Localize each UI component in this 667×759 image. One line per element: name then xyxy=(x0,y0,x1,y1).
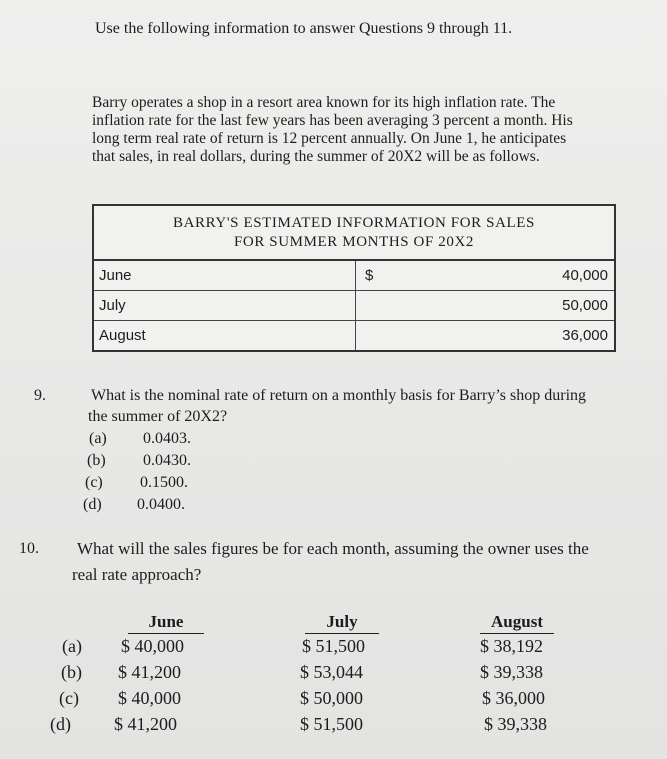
question-9-option-value: 0.0403. xyxy=(143,430,191,447)
question-10-option-letter: (b) xyxy=(61,662,82,682)
question-10-option-letter: (d) xyxy=(50,714,71,734)
question-9-text-line: the summer of 20X2? xyxy=(88,408,228,425)
instructions: Use the following information to answer Questions 9 through 11. xyxy=(95,20,513,37)
answer-cell: $ 41,200 xyxy=(118,662,181,682)
question-9-option-value: 0.0400. xyxy=(137,496,185,513)
answer-cell: $ 39,338 xyxy=(480,662,543,682)
scenario-line: long term real rate of return is 12 percent annually. On June 1, he anticipates xyxy=(92,130,567,147)
answer-cell: $ 40,000 xyxy=(121,636,184,656)
currency-cell xyxy=(356,291,391,320)
question-9-option-value: 0.1500. xyxy=(140,474,188,491)
answer-cell: $ 40,000 xyxy=(118,688,181,708)
question-10-number: 10. xyxy=(19,540,39,557)
question-9-number: 9. xyxy=(34,387,46,404)
question-9-option-letter: (a) xyxy=(89,430,107,447)
currency-cell xyxy=(356,321,391,350)
answer-cell: $ 51,500 xyxy=(300,714,363,734)
column-header-june: June xyxy=(128,612,204,634)
amount-cell: 40,000 xyxy=(562,267,608,284)
question-10-text-line: real rate approach? xyxy=(72,565,202,584)
question-9-option-letter: (c) xyxy=(85,474,103,491)
column-header-august: August xyxy=(480,612,554,634)
scenario-paragraph xyxy=(92,94,612,166)
table-row xyxy=(94,291,614,321)
table-title xyxy=(94,206,614,261)
answer-cell: $ 38,192 xyxy=(480,636,543,656)
scenario-line: Barry operates a shop in a resort area known for its high inflation rate. The xyxy=(92,94,556,111)
table-title-line: FOR SUMMER MONTHS OF 20X2 xyxy=(233,234,475,250)
answer-cell: $ 53,044 xyxy=(300,662,363,682)
estimated-sales-table xyxy=(92,204,616,352)
amount-cell: 36,000 xyxy=(562,327,608,344)
table-row xyxy=(94,261,614,291)
question-10-text-line: What will the sales figures be for each month, assuming the owner uses the xyxy=(77,539,589,558)
amount-cell: 50,000 xyxy=(562,297,608,314)
table-title-line: BARRY'S ESTIMATED INFORMATION FOR SALES xyxy=(173,215,535,231)
question-9-option-letter: (d) xyxy=(83,496,102,513)
month-cell: August xyxy=(94,321,356,350)
question-9-text-line: What is the nominal rate of return on a monthly basis for Barry’s shop during xyxy=(91,387,587,404)
answer-cell: $ 51,500 xyxy=(302,636,365,656)
table-row xyxy=(94,321,614,350)
question-9-option-value: 0.0430. xyxy=(143,452,191,469)
answer-cell: $ 50,000 xyxy=(300,688,363,708)
answer-cell: $ 39,338 xyxy=(484,714,547,734)
question-10-option-letter: (a) xyxy=(62,636,82,656)
question-10-option-letter: (c) xyxy=(59,688,79,708)
answer-cell: $ 36,000 xyxy=(482,688,545,708)
scenario-line: that sales, in real dollars, during the summer of 20X2 will be as follows. xyxy=(92,148,540,165)
month-cell: July xyxy=(94,291,356,320)
question-9-option-letter: (b) xyxy=(87,452,106,469)
month-cell: June xyxy=(94,261,356,290)
currency-cell: $ xyxy=(365,267,374,284)
answer-cell: $ 41,200 xyxy=(114,714,177,734)
scenario-line: inflation rate for the last few years has been averaging 3 percent a month. His xyxy=(92,112,573,129)
column-header-july: July xyxy=(305,612,379,634)
